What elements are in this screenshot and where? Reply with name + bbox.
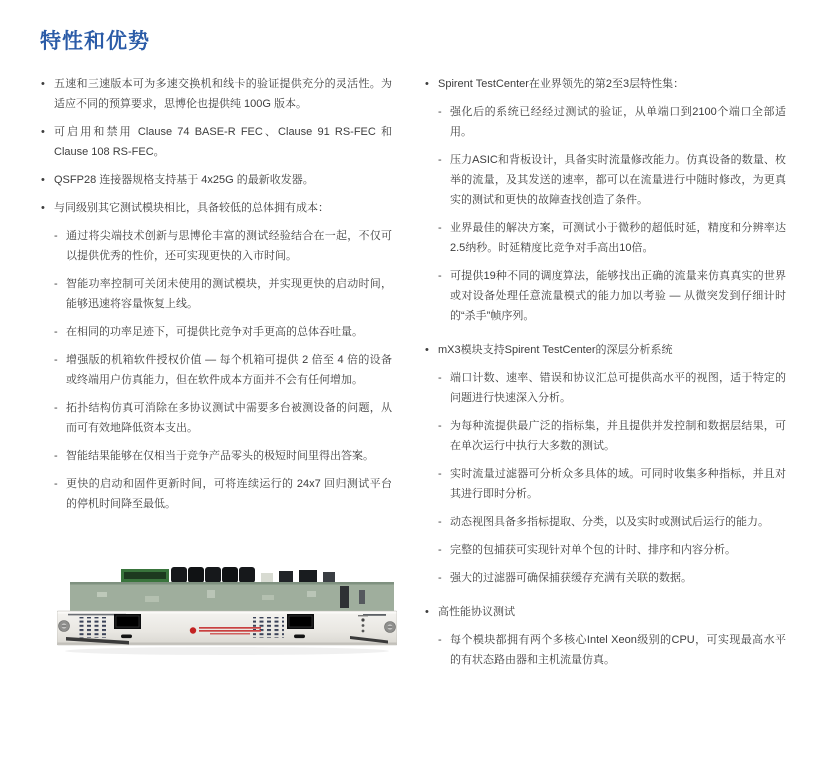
bullet-marker: • xyxy=(425,606,429,618)
feature-text: 可提供19种不同的调度算法，能够找出正确的流量来仿真真实的世界或对设备处理任意流量模式的能力加以考验 — 从微突发到仔细计时的“杀手”帧序列。 xyxy=(450,270,786,322)
port-opening-right xyxy=(287,614,314,629)
feature-item xyxy=(424,602,786,622)
dash-marker: - xyxy=(438,516,442,528)
bullet-marker: • xyxy=(41,202,45,214)
dash-marker: - xyxy=(438,106,442,118)
feature-item xyxy=(40,198,392,218)
feature-text: 压力ASIC和背板设计，具备实时流量修改能力。仿真设备的数量、枚举的流量，及其发送的速率，都可以在流量进行中随时修改，为更真实的测试和更快的故障查找创造了条件。 xyxy=(450,154,786,206)
port-opening-left xyxy=(114,614,141,629)
feature-subitem xyxy=(54,226,392,266)
mx3-module-image xyxy=(57,566,397,658)
dash-marker: - xyxy=(54,230,58,242)
feature-text: 动态视图具备多指标提取、分类，以及实时或测试后运行的能力。 xyxy=(450,516,769,528)
dash-marker: - xyxy=(438,420,442,432)
feature-text: 在相同的功率足迹下，可提供比竞争对手更高的总体吞吐量。 xyxy=(66,326,363,338)
feature-subitem xyxy=(54,446,392,466)
module-photo-illustration xyxy=(57,566,397,658)
feature-subitem xyxy=(438,102,786,142)
feature-text: 业界最佳的解决方案，可测试小于微秒的超低时延，精度和分辨率达2.5纳秒。时延精度比竞争对手高出10倍。 xyxy=(450,222,786,254)
feature-text: QSFP28 连接器规格支持基于 4x25G 的最新收发器。 xyxy=(54,174,314,186)
feature-text: 增强版的机箱软件授权价值 — 每个机箱可提供 2 倍至 4 倍的设备或终端用户仿真能力，但在软件成本方面并不会有任何增加。 xyxy=(66,354,392,386)
dash-marker: - xyxy=(54,278,58,290)
dash-marker: - xyxy=(438,634,442,646)
feature-text: Spirent TestCenter在业界领先的第2至3层特性集： xyxy=(438,78,685,90)
feature-text: 拓扑结构仿真可消除在多协议测试中需要多台被测设备的问题，从而可有效地降低资本支出。 xyxy=(66,402,392,434)
feature-text: 通过将尖端技术创新与思博伦丰富的测试经验结合在一起，不仅可以提供优秀的性价，还可实现更快的入市时间。 xyxy=(66,230,392,262)
right-column xyxy=(424,74,786,678)
dash-marker: - xyxy=(438,544,442,556)
bullet-marker: • xyxy=(425,344,429,356)
feature-text: mX3模块支持Spirent TestCenter的深层分析系统 xyxy=(438,344,673,356)
slot-right xyxy=(294,635,305,639)
thumbscrew-left xyxy=(59,621,70,632)
dash-marker: - xyxy=(438,154,442,166)
feature-text: 实时流量过滤器可分析众多具体的域。可同时收集多种指标，并且对其进行即时分析。 xyxy=(450,468,786,500)
feature-item xyxy=(424,340,786,360)
feature-text: 与同级别其它测试模块相比，具备较低的总体拥有成本： xyxy=(54,202,329,214)
feature-text: 智能功率控制可关闭未使用的测试模块，并实现更快的启动时间，能够迅速将容量恢复上线。 xyxy=(66,278,392,310)
feature-subitem xyxy=(54,322,392,342)
feature-subitem xyxy=(54,398,392,438)
feature-item xyxy=(40,170,392,190)
feature-text: 高性能协议测试 xyxy=(438,606,515,618)
bullet-marker: • xyxy=(425,78,429,90)
dash-marker: - xyxy=(438,270,442,282)
feature-item xyxy=(40,122,392,162)
dash-marker: - xyxy=(54,478,58,490)
pcb-board xyxy=(70,582,394,611)
feature-text: 智能结果能够在仅相当于竞争产品零头的极短时间里得出答案。 xyxy=(66,450,374,462)
dash-marker: - xyxy=(438,572,442,584)
dash-marker: - xyxy=(54,450,58,462)
feature-text: 为每种流提供最广泛的指标集，并且提供并发控制和数据层结果，可在单次运行中执行大多数的测试。 xyxy=(450,420,786,452)
feature-subitem xyxy=(438,368,786,408)
thumbscrew-right xyxy=(385,622,396,633)
bullet-marker: • xyxy=(41,174,45,186)
dash-marker: - xyxy=(438,468,442,480)
slot-left xyxy=(121,635,132,639)
module-shadow xyxy=(65,647,389,655)
feature-text: 端口计数、速率、错误和协议汇总可提供高水平的视图，适于特定的问题进行快速深入分析。 xyxy=(450,372,786,404)
bullet-marker: • xyxy=(41,126,45,138)
feature-text: 每个模块都拥有两个多核心Intel Xeon级别的CPU，可实现最高水平的有状态路由器和主机流量仿真。 xyxy=(450,634,786,666)
feature-subitem xyxy=(54,474,392,514)
feature-text: 可启用和禁用 Clause 74 BASE-R FEC、Clause 91 RS-FEC 和 Clause 108 RS-FEC。 xyxy=(54,126,392,158)
feature-subitem xyxy=(438,218,786,258)
dash-marker: - xyxy=(438,372,442,384)
bullet-marker: • xyxy=(41,78,45,90)
feature-subitem xyxy=(438,540,786,560)
feature-subitem xyxy=(438,512,786,532)
dash-marker: - xyxy=(54,326,58,338)
feature-subitem xyxy=(438,416,786,456)
feature-subitem xyxy=(438,568,786,588)
feature-subitem xyxy=(438,630,786,670)
feature-text: 强大的过滤器可确保捕获缓存充满有关联的数据。 xyxy=(450,572,692,584)
feature-item xyxy=(40,74,392,114)
feature-subitem xyxy=(438,150,786,210)
pcb-components xyxy=(121,567,335,583)
page-title: 特性和优势 xyxy=(40,30,150,53)
feature-text: 完整的包捕获可实现针对单个包的计时、排序和内容分析。 xyxy=(450,544,736,556)
feature-text: 强化后的系统已经经过测试的验证，从单端口到2100个端口全部适用。 xyxy=(450,106,786,138)
dash-marker: - xyxy=(54,402,58,414)
feature-subitem xyxy=(438,464,786,504)
feature-text: 五速和三速版本可为多速交换机和线卡的验证提供充分的灵活性。为适应不同的预算要求，思博伦也提供纯 100G 版本。 xyxy=(54,78,392,110)
feature-subitem xyxy=(54,274,392,314)
dash-marker: - xyxy=(54,354,58,366)
dash-marker: - xyxy=(438,222,442,234)
led-grid-left xyxy=(77,617,108,638)
feature-text: 更快的启动和固件更新时间，可将连续运行的 24x7 回归测试平台的停机时间降至最低。 xyxy=(66,478,392,510)
feature-item xyxy=(424,74,786,94)
feature-subitem xyxy=(54,350,392,390)
feature-subitem xyxy=(438,266,786,326)
